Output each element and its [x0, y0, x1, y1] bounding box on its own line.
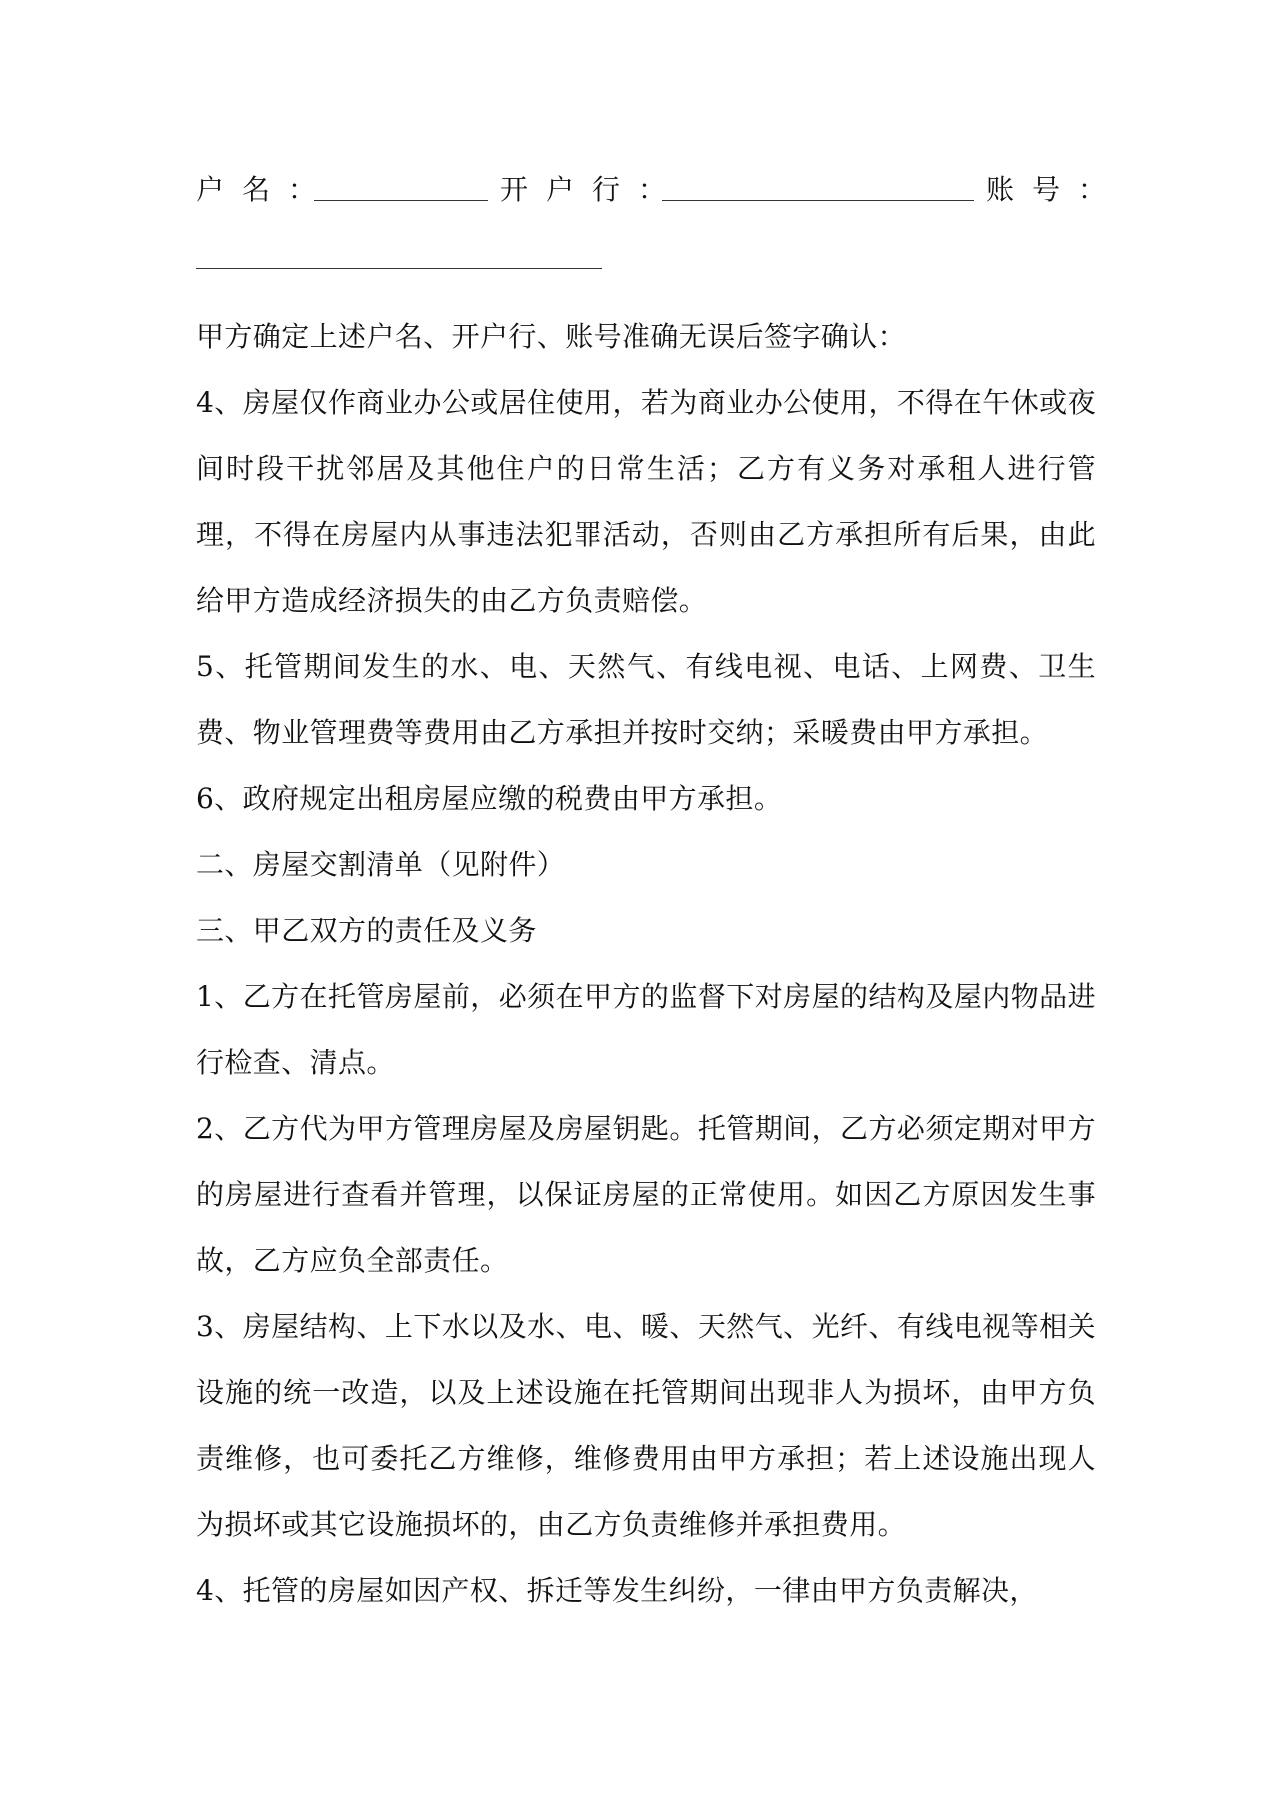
bank-blank	[662, 200, 974, 201]
document-page	[196, 0, 1125, 1810]
account-number-blank	[196, 268, 602, 269]
paragraph-clause-4-usage: 4、房屋仅作商业办公或居住使用，若为商业办公使用，不得在午休或夜间时段干扰邻居及其他住户的日常生活；乙方有义务对承租人进行管理，不得在房屋内从事违法犯罪活动，否则由乙方承担所有后果，由此给甲方造成经济损失的由乙方负责赔偿。	[196, 386, 1096, 617]
paragraph-signature-confirm: 甲方确定上述户名、开户行、账号准确无误后签字确认：	[196, 320, 907, 353]
paragraph-clause-5-fees: 5、托管期间发生的水、电、天然气、有线电视、电话、上网费、卫生费、物业管理费等费用由乙方承担并按时交纳；采暖费由甲方承担。	[196, 650, 1096, 749]
account-number-label: 账号：	[986, 173, 1125, 206]
paragraph-duty-3: 3、房屋结构、上下水以及水、电、暖、天然气、光纤、有线电视等相关设施的统一改造，以及上述设施在托管期间出现非人为损坏，由甲方负责维修，也可委托乙方维修，维修费用由甲方承担；若上述设施出现人为损坏或其它设施损坏的，由乙方负责维修并承担费用。	[196, 1310, 1096, 1541]
account-name-blank	[314, 200, 488, 201]
paragraph-duty-4: 4、托管的房屋如因产权、拆迁等发生纠纷，一律由甲方负责解决，	[196, 1574, 1038, 1607]
paragraph-duty-2: 2、乙方代为甲方管理房屋及房屋钥匙。托管期间，乙方必须定期对甲方的房屋进行查看并管理，以保证房屋的正常使用。如因乙方原因发生事故，乙方应负全部责任。	[196, 1112, 1096, 1277]
paragraph-clause-6-taxes: 6、政府规定出租房屋应缴的税费由甲方承担。	[196, 782, 783, 815]
section-heading-3: 三、甲乙双方的责任及义务	[196, 914, 537, 947]
bank-label: 开户行：	[500, 173, 685, 206]
account-name-label: 户名：	[196, 173, 335, 206]
section-heading-2: 二、房屋交割清单（见附件）	[196, 848, 566, 881]
paragraph-duty-1: 1、乙方在托管房屋前，必须在甲方的监督下对房屋的结构及屋内物品进行检查、清点。	[196, 980, 1096, 1079]
account-info-row	[196, 170, 1125, 210]
document-body	[196, 304, 1096, 1624]
